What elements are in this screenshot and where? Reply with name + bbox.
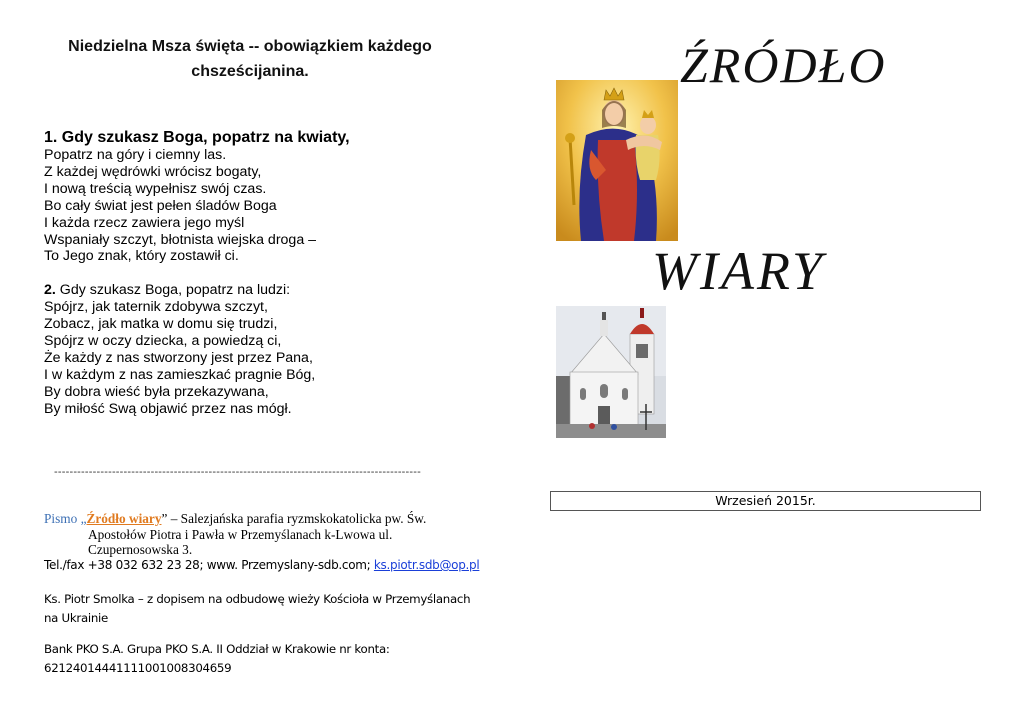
verse-1-line: I każda rzecz zawiera jego myśl xyxy=(44,214,245,231)
verse-1-line: I nową treścią wypełnisz swój czas. xyxy=(44,180,267,197)
page-heading xyxy=(40,34,460,84)
verse-1-line: Bo cały świat jest pełen śladów Boga xyxy=(44,197,277,214)
verse-1-line: Popatrz na góry i ciemny las. xyxy=(44,147,227,163)
donation-line-2: na Ukrainie xyxy=(44,611,108,625)
verse-2-line: I w każdym z nas zamieszkać pragnie Bóg, xyxy=(44,366,316,383)
publisher-address-2: Czupernosowska 3. xyxy=(88,542,193,557)
issue-date: Wrzesień 2015r. xyxy=(550,491,981,511)
email-link[interactable]: ks.piotr.sdb@op.pl xyxy=(373,558,480,572)
phone-and-web: Tel./fax +38 032 632 23 28; www. Przemyslany-sdb.com; xyxy=(44,558,374,572)
verse-1-line: Z każdej wędrówki wrócisz bogaty, xyxy=(44,163,262,180)
bank-account-number: 62124014441111001008304659 xyxy=(44,661,232,675)
poem xyxy=(44,128,514,418)
heading-line-2: chsześcijanina. xyxy=(191,63,309,80)
publisher-address-1: Apostołów Piotra i Pawła w Przemyślanach k-Lwowa ul. xyxy=(88,526,393,542)
publisher-text: ” – Salezjańska parafia ryzmskokatolicka pw. Św. xyxy=(161,511,427,526)
heading-line-1: Niedzielna Msza święta -- obowiązkiem każdego xyxy=(68,38,432,55)
donation-line-1: Ks. Piotr Smolka – z dopisem na odbudowę wieży Kościoła w Przemyślanach xyxy=(44,592,471,606)
donation-note xyxy=(44,590,484,628)
title-word-1: ŹRÓDŁO xyxy=(680,37,887,93)
title-word-2: WIARY xyxy=(652,241,825,301)
verse-2-line: Zobacz, jak matka w domu się trudzi, xyxy=(44,316,278,333)
bank-info xyxy=(44,640,484,678)
magazine-name-link[interactable]: Źródło wiary xyxy=(86,511,162,526)
church-image xyxy=(556,306,666,438)
verse-2-number: 2. xyxy=(44,282,56,299)
verse-1-line: Wspaniały szczyt, błotnista wiejska droga – xyxy=(44,231,317,248)
madonna-image xyxy=(556,80,678,241)
verse-2-line: By dobra wieść była przekazywana, xyxy=(44,383,269,400)
verse-1-line: To Jego znak, który zostawił ci. xyxy=(44,248,239,265)
verse-2-line: Spójrz, jak taternik zdobywa szczyt, xyxy=(44,299,268,316)
pismo-label: Pismo „ xyxy=(44,511,87,526)
verse-2-first-line xyxy=(44,282,514,299)
bank-line-1: Bank PKO S.A. Grupa PKO S.A. II Oddział w Krakowie nr konta: xyxy=(44,642,390,656)
verse-2-line: Że każdy z nas stworzony jest przez Pana, xyxy=(44,349,313,366)
verse-2-line: By miłość Swą objawić przez nas mógł. xyxy=(44,400,292,417)
verse-2-first-text: Gdy szukasz Boga, popatrz na ludzi: xyxy=(55,282,291,299)
publisher-info xyxy=(44,511,484,558)
contact-line xyxy=(44,558,479,572)
verse-2-line: Spójrz w oczy dziecka, a powiedzą ci, xyxy=(44,333,282,350)
verse-1-title: 1. Gdy szukasz Boga, popatrz na kwiaty, xyxy=(44,129,350,146)
dashed-divider: ----------------------------------------------------------------------------------------------- xyxy=(54,466,421,478)
